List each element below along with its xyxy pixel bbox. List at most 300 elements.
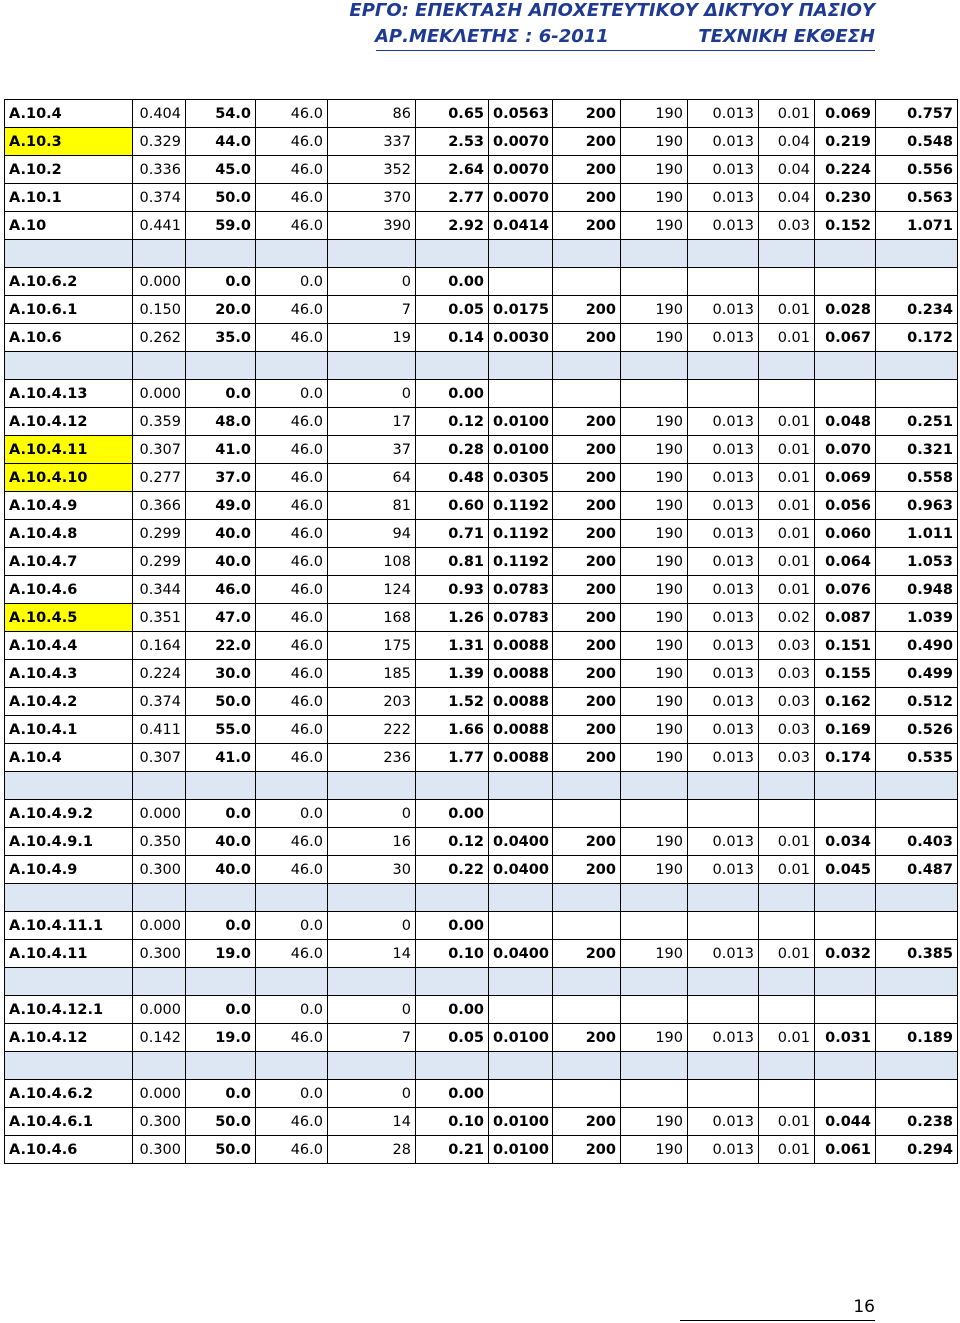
value-cell	[553, 912, 621, 940]
node-id-cell: A.10.4.2	[5, 688, 133, 716]
value-cell: 46.0	[256, 296, 328, 324]
spacer-cell	[759, 884, 815, 912]
table-row	[5, 128, 958, 156]
value-cell: 0.013	[688, 828, 759, 856]
value-cell: 0.0100	[489, 436, 553, 464]
value-cell: 0.0100	[489, 408, 553, 436]
value-cell: 0.01	[759, 828, 815, 856]
value-cell: 0.48	[416, 464, 489, 492]
node-id-cell: A.10.4.12	[5, 1024, 133, 1052]
value-cell: 0.0400	[489, 856, 553, 884]
value-cell: 2.53	[416, 128, 489, 156]
value-cell: 0	[328, 380, 416, 408]
table-row	[5, 996, 958, 1024]
value-cell: 200	[553, 716, 621, 744]
node-id-cell: A.10.4.11.1	[5, 912, 133, 940]
value-cell: 236	[328, 744, 416, 772]
node-id-cell: A.10.4.6.2	[5, 1080, 133, 1108]
value-cell: 0.04	[759, 128, 815, 156]
spacer-cell	[489, 1052, 553, 1080]
node-id-cell: A.10.4.5	[5, 604, 133, 632]
spacer-cell	[876, 240, 958, 268]
value-cell: 0.000	[133, 268, 186, 296]
spacer-cell	[621, 352, 688, 380]
value-cell: 0.14	[416, 324, 489, 352]
value-cell: 1.26	[416, 604, 489, 632]
value-cell: 0.300	[133, 1136, 186, 1164]
value-cell: 0.01	[759, 324, 815, 352]
value-cell: 1.39	[416, 660, 489, 688]
value-cell: 0	[328, 1080, 416, 1108]
value-cell: 0.71	[416, 520, 489, 548]
value-cell: 0.162	[815, 688, 876, 716]
table-row	[5, 576, 958, 604]
value-cell: 40.0	[186, 856, 256, 884]
value-cell: 0.93	[416, 576, 489, 604]
value-cell: 30.0	[186, 660, 256, 688]
value-cell: 0.238	[876, 1108, 958, 1136]
value-cell	[553, 268, 621, 296]
node-id-cell: A.10.4.11	[5, 940, 133, 968]
value-cell: 0.189	[876, 1024, 958, 1052]
value-cell: 190	[621, 660, 688, 688]
value-cell: 0.01	[759, 436, 815, 464]
table-row	[5, 660, 958, 688]
value-cell: 0.01	[759, 408, 815, 436]
spacer-cell	[416, 772, 489, 800]
value-cell: 0.1192	[489, 492, 553, 520]
value-cell: 50.0	[186, 184, 256, 212]
value-cell: 41.0	[186, 744, 256, 772]
value-cell: 0.224	[815, 156, 876, 184]
value-cell: 200	[553, 744, 621, 772]
value-cell: 200	[553, 1024, 621, 1052]
header-rule	[376, 50, 875, 51]
value-cell: 0.948	[876, 576, 958, 604]
value-cell: 46.0	[256, 688, 328, 716]
table-row	[5, 324, 958, 352]
value-cell: 0.028	[815, 296, 876, 324]
value-cell: 190	[621, 436, 688, 464]
node-id-cell: A.10.4.9	[5, 856, 133, 884]
value-cell: 46.0	[256, 520, 328, 548]
value-cell: 0.0305	[489, 464, 553, 492]
value-cell: 0.28	[416, 436, 489, 464]
value-cell: 190	[621, 1108, 688, 1136]
value-cell: 0	[328, 800, 416, 828]
value-cell	[688, 1080, 759, 1108]
value-cell: 0.172	[876, 324, 958, 352]
node-id-cell: A.10.4.8	[5, 520, 133, 548]
spacer-cell	[876, 352, 958, 380]
value-cell: 46.0	[256, 408, 328, 436]
node-id-cell: A.10	[5, 212, 133, 240]
value-cell	[876, 1080, 958, 1108]
value-cell: 200	[553, 548, 621, 576]
spacer-cell	[5, 772, 133, 800]
value-cell: 0.032	[815, 940, 876, 968]
value-cell	[815, 1080, 876, 1108]
value-cell: 0.03	[759, 716, 815, 744]
spacer-cell	[416, 352, 489, 380]
value-cell: 168	[328, 604, 416, 632]
spacer-cell	[759, 772, 815, 800]
spacer-cell	[553, 1052, 621, 1080]
value-cell: 49.0	[186, 492, 256, 520]
value-cell: 0.164	[133, 632, 186, 660]
spacer-cell	[621, 240, 688, 268]
value-cell: 1.31	[416, 632, 489, 660]
value-cell: 0	[328, 996, 416, 1024]
value-cell: 46.0	[256, 1108, 328, 1136]
value-cell: 50.0	[186, 688, 256, 716]
value-cell: 0.151	[815, 632, 876, 660]
value-cell: 0.00	[416, 800, 489, 828]
value-cell: 0.526	[876, 716, 958, 744]
value-cell: 0.01	[759, 492, 815, 520]
value-cell: 0.01	[759, 548, 815, 576]
value-cell: 0.1192	[489, 548, 553, 576]
spacer-cell	[553, 884, 621, 912]
header-subline	[375, 26, 875, 48]
spacer-cell	[5, 240, 133, 268]
value-cell: 0.076	[815, 576, 876, 604]
spacer-cell	[815, 884, 876, 912]
value-cell	[815, 380, 876, 408]
spacer-cell	[416, 968, 489, 996]
value-cell: 0.0	[256, 268, 328, 296]
spacer-cell	[815, 352, 876, 380]
spacer-cell	[489, 352, 553, 380]
spacer-row	[5, 884, 958, 912]
value-cell: 37.0	[186, 464, 256, 492]
value-cell: 46.0	[256, 604, 328, 632]
value-cell: 0.069	[815, 100, 876, 128]
spacer-cell	[186, 884, 256, 912]
value-cell: 0.070	[815, 436, 876, 464]
value-cell: 59.0	[186, 212, 256, 240]
value-cell: 40.0	[186, 520, 256, 548]
hydraulic-calculation-table	[4, 99, 958, 1164]
value-cell: 0.013	[688, 660, 759, 688]
spacer-cell	[416, 1052, 489, 1080]
value-cell	[759, 268, 815, 296]
value-cell	[876, 996, 958, 1024]
value-cell: 0.224	[133, 660, 186, 688]
spacer-cell	[621, 968, 688, 996]
value-cell: 190	[621, 716, 688, 744]
value-cell: 1.77	[416, 744, 489, 772]
value-cell: 0.556	[876, 156, 958, 184]
spacer-row	[5, 1052, 958, 1080]
value-cell: 0.441	[133, 212, 186, 240]
value-cell: 0.01	[759, 576, 815, 604]
spacer-cell	[416, 884, 489, 912]
table-row	[5, 548, 958, 576]
spacer-cell	[815, 772, 876, 800]
spacer-cell	[688, 1052, 759, 1080]
value-cell: 0.000	[133, 800, 186, 828]
node-id-cell: A.10.4.4	[5, 632, 133, 660]
value-cell: 0.013	[688, 128, 759, 156]
value-cell: 0.563	[876, 184, 958, 212]
value-cell: 0.0088	[489, 632, 553, 660]
value-cell: 200	[553, 576, 621, 604]
value-cell: 0.150	[133, 296, 186, 324]
value-cell: 200	[553, 296, 621, 324]
value-cell: 200	[553, 1108, 621, 1136]
value-cell: 0.03	[759, 212, 815, 240]
value-cell	[688, 912, 759, 940]
value-cell: 0.013	[688, 100, 759, 128]
value-cell: 0.045	[815, 856, 876, 884]
value-cell: 0.013	[688, 1024, 759, 1052]
value-cell: 14	[328, 1108, 416, 1136]
spacer-cell	[553, 968, 621, 996]
value-cell: 190	[621, 688, 688, 716]
value-cell: 0.300	[133, 1108, 186, 1136]
value-cell	[489, 1080, 553, 1108]
value-cell: 200	[553, 660, 621, 688]
spacer-cell	[759, 1052, 815, 1080]
value-cell: 0.0	[256, 996, 328, 1024]
node-id-cell: A.10.4.7	[5, 548, 133, 576]
value-cell: 7	[328, 1024, 416, 1052]
value-cell: 0.0070	[489, 184, 553, 212]
node-id-cell: A.10.4.6	[5, 1136, 133, 1164]
value-cell	[688, 380, 759, 408]
node-id-cell: A.10.4.9.1	[5, 828, 133, 856]
value-cell: 54.0	[186, 100, 256, 128]
spacer-cell	[256, 352, 328, 380]
value-cell: 0.329	[133, 128, 186, 156]
spacer-cell	[688, 884, 759, 912]
value-cell: 0.013	[688, 1108, 759, 1136]
value-cell: 390	[328, 212, 416, 240]
page-number: 16	[853, 1297, 875, 1317]
table-row	[5, 408, 958, 436]
value-cell: 0.03	[759, 688, 815, 716]
value-cell: 1.52	[416, 688, 489, 716]
value-cell: 108	[328, 548, 416, 576]
value-cell: 0.0783	[489, 604, 553, 632]
value-cell: 0.344	[133, 576, 186, 604]
value-cell: 0.219	[815, 128, 876, 156]
node-id-cell: A.10.4.12.1	[5, 996, 133, 1024]
value-cell: 46.0	[256, 1136, 328, 1164]
spacer-cell	[5, 1052, 133, 1080]
value-cell: 0.013	[688, 716, 759, 744]
value-cell: 46.0	[256, 940, 328, 968]
value-cell: 46.0	[256, 100, 328, 128]
value-cell: 0.0	[186, 996, 256, 1024]
value-cell	[489, 380, 553, 408]
value-cell: 370	[328, 184, 416, 212]
value-cell	[621, 268, 688, 296]
spacer-cell	[553, 240, 621, 268]
spacer-row	[5, 240, 958, 268]
value-cell: 337	[328, 128, 416, 156]
node-id-cell: A.10.4.1	[5, 716, 133, 744]
value-cell: 50.0	[186, 1136, 256, 1164]
value-cell: 190	[621, 940, 688, 968]
value-cell: 0.013	[688, 212, 759, 240]
value-cell: 190	[621, 156, 688, 184]
spacer-cell	[328, 240, 416, 268]
spacer-cell	[133, 968, 186, 996]
value-cell: 0.336	[133, 156, 186, 184]
value-cell: 30	[328, 856, 416, 884]
spacer-cell	[256, 240, 328, 268]
value-cell: 0.0	[186, 268, 256, 296]
node-id-cell: A.10.1	[5, 184, 133, 212]
value-cell: 1.011	[876, 520, 958, 548]
value-cell: 48.0	[186, 408, 256, 436]
node-id-cell: A.10.4	[5, 100, 133, 128]
value-cell: 0.0	[256, 380, 328, 408]
value-cell: 0.0088	[489, 660, 553, 688]
spacer-cell	[328, 884, 416, 912]
table-row	[5, 940, 958, 968]
node-id-cell: A.10.4.11	[5, 436, 133, 464]
value-cell: 0.013	[688, 576, 759, 604]
table-row	[5, 1024, 958, 1052]
value-cell: 46.0	[186, 576, 256, 604]
value-cell: 0.169	[815, 716, 876, 744]
table-row	[5, 464, 958, 492]
spacer-cell	[328, 968, 416, 996]
value-cell: 190	[621, 856, 688, 884]
value-cell: 0.0070	[489, 128, 553, 156]
study-number: ΑΡ.ΜΕΚΛΕΤΗΣ : 6-2011	[375, 26, 609, 47]
spacer-cell	[133, 884, 186, 912]
value-cell: 0.01	[759, 296, 815, 324]
value-cell: 40.0	[186, 548, 256, 576]
table-row	[5, 156, 958, 184]
value-cell: 0.307	[133, 436, 186, 464]
value-cell	[815, 996, 876, 1024]
table-row	[5, 688, 958, 716]
value-cell	[759, 1080, 815, 1108]
value-cell: 1.053	[876, 548, 958, 576]
value-cell: 47.0	[186, 604, 256, 632]
node-id-cell: A.10.4.13	[5, 380, 133, 408]
table-row	[5, 436, 958, 464]
value-cell: 200	[553, 100, 621, 128]
value-cell: 19.0	[186, 1024, 256, 1052]
value-cell: 2.64	[416, 156, 489, 184]
value-cell: 46.0	[256, 744, 328, 772]
value-cell: 45.0	[186, 156, 256, 184]
table-row	[5, 828, 958, 856]
value-cell: 0.558	[876, 464, 958, 492]
value-cell: 0.048	[815, 408, 876, 436]
value-cell: 190	[621, 1136, 688, 1164]
value-cell: 0.013	[688, 156, 759, 184]
value-cell: 190	[621, 100, 688, 128]
value-cell: 0.0	[256, 1080, 328, 1108]
value-cell: 0.12	[416, 408, 489, 436]
value-cell: 0.0400	[489, 940, 553, 968]
value-cell: 200	[553, 156, 621, 184]
value-cell	[553, 1080, 621, 1108]
table-row	[5, 800, 958, 828]
spacer-cell	[256, 968, 328, 996]
table-row	[5, 632, 958, 660]
value-cell: 0.00	[416, 996, 489, 1024]
value-cell: 37	[328, 436, 416, 464]
node-id-cell: A.10.2	[5, 156, 133, 184]
value-cell: 0.031	[815, 1024, 876, 1052]
value-cell: 94	[328, 520, 416, 548]
value-cell: 0.05	[416, 1024, 489, 1052]
value-cell	[688, 800, 759, 828]
spacer-cell	[186, 1052, 256, 1080]
value-cell: 0	[328, 268, 416, 296]
value-cell: 46.0	[256, 464, 328, 492]
table-row	[5, 716, 958, 744]
value-cell: 200	[553, 464, 621, 492]
value-cell: 46.0	[256, 716, 328, 744]
node-id-cell: A.10.3	[5, 128, 133, 156]
value-cell: 0.0100	[489, 1108, 553, 1136]
spacer-cell	[759, 968, 815, 996]
value-cell: 0.0414	[489, 212, 553, 240]
value-cell: 0.1192	[489, 520, 553, 548]
table-row	[5, 1108, 958, 1136]
value-cell: 46.0	[256, 156, 328, 184]
value-cell: 200	[553, 436, 621, 464]
node-id-cell: A.10.4.12	[5, 408, 133, 436]
value-cell: 190	[621, 576, 688, 604]
value-cell: 0.04	[759, 184, 815, 212]
value-cell: 0.0563	[489, 100, 553, 128]
node-id-cell: A.10.4.3	[5, 660, 133, 688]
node-id-cell: A.10.4.9	[5, 492, 133, 520]
value-cell: 0.411	[133, 716, 186, 744]
value-cell: 46.0	[256, 324, 328, 352]
value-cell: 0.321	[876, 436, 958, 464]
table-body	[5, 100, 958, 1164]
value-cell: 0.01	[759, 1024, 815, 1052]
value-cell: 0.0	[186, 1080, 256, 1108]
value-cell: 0.535	[876, 744, 958, 772]
value-cell: 0.81	[416, 548, 489, 576]
value-cell: 222	[328, 716, 416, 744]
value-cell: 190	[621, 464, 688, 492]
value-cell: 0.02	[759, 604, 815, 632]
value-cell: 0.00	[416, 268, 489, 296]
value-cell: 0.10	[416, 940, 489, 968]
value-cell: 0.300	[133, 856, 186, 884]
value-cell: 22.0	[186, 632, 256, 660]
value-cell	[489, 800, 553, 828]
value-cell: 0.01	[759, 1136, 815, 1164]
spacer-cell	[256, 772, 328, 800]
value-cell: 0.155	[815, 660, 876, 688]
value-cell: 200	[553, 856, 621, 884]
value-cell: 0.01	[759, 100, 815, 128]
value-cell: 0.0100	[489, 1136, 553, 1164]
spacer-cell	[328, 772, 416, 800]
table-row	[5, 604, 958, 632]
value-cell: 0.000	[133, 380, 186, 408]
value-cell: 0.00	[416, 912, 489, 940]
value-cell: 0.300	[133, 940, 186, 968]
value-cell: 190	[621, 324, 688, 352]
spacer-cell	[553, 352, 621, 380]
value-cell	[621, 380, 688, 408]
